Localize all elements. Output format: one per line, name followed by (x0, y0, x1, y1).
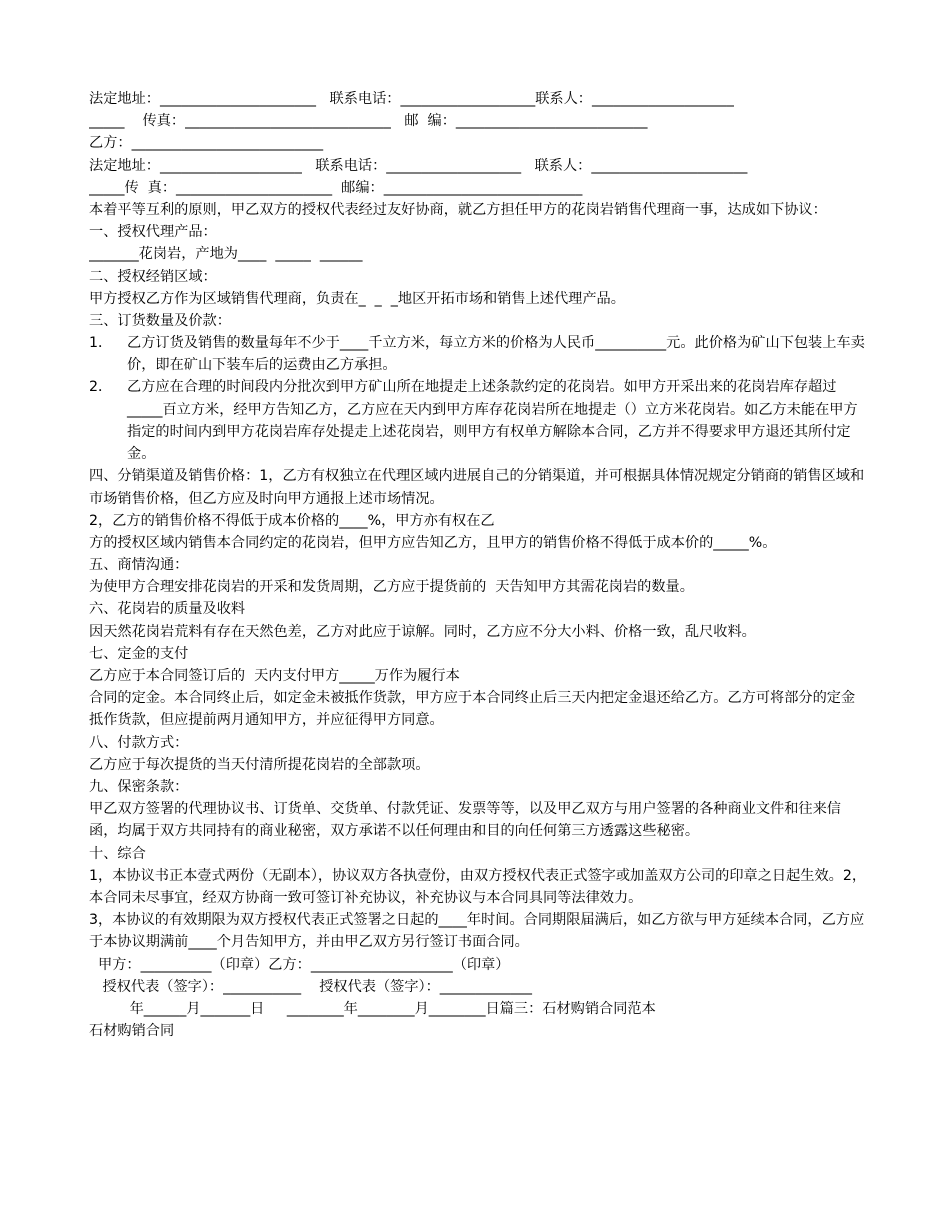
section-6-heading: 六、花岗岩的质量及收料 (89, 601, 246, 618)
jia-fax-line: _____ 传真：_____________________________ 邮 编：___________________________ (89, 113, 648, 130)
section-1-heading: 一、授权代理产品： (89, 224, 217, 241)
section-10-text-a: 1，本协议书正本壹式两份（无副本），协议双方各执壹份，由双方授权代表正式签字或加盖双方公司的印章之日起生效。2，本合同未尽事宜，经双方协商一致可签订补充协议，补充协议与本合同具同等法律效力。 (89, 867, 867, 906)
item-number: 2． (89, 379, 113, 396)
section-8-heading: 八、付款方式： (89, 734, 189, 751)
section-4-price-line: 2，乙方的销售价格不得低于成本价格的____%，甲方亦有权在乙 (89, 512, 495, 529)
section-9-text: 甲乙双方签署的代理协议书、订货单、交货单、付款凭证、发票等等，以及甲乙双方与用户签署的各种商业文件和往来信函，均属于双方共同持有的商业秘密，双方承诺不以任何理由和目的向任何第三方透露这些秘密。 (89, 801, 841, 840)
signature-party-line: 甲方：__________（印章）乙方：____________________（印章） (89, 956, 510, 973)
section-7-heading: 七、定金的支付 (89, 645, 189, 662)
yi-party-line: 乙方：___________________________ (89, 135, 324, 152)
section-5-heading: 五、商情沟通： (89, 557, 189, 574)
section-3-item-1 (89, 332, 869, 376)
section-2-text: 甲方授权乙方作为区域销售代理商，负责在_ _ _地区开拓市场和销售上述代理产品。 (89, 290, 625, 307)
jia-address-line: 法定地址：______________________ 联系电话：___________________联系人：____________________ (89, 91, 734, 107)
signature-rep-line: 授权代表（签字）：___________ 授权代表（签字）：_____________ (89, 978, 532, 995)
section-10-heading: 十、综合 (89, 845, 146, 862)
section-1-text: _______花岗岩，产地为____ _____ ______ (89, 246, 363, 263)
section-4-region-line: 方的授权区域内销售本合同约定的花岗岩，但甲方应告知乙方，且甲方的销售价格不得低于成本价的_____%。 (89, 534, 777, 551)
yi-address-line: 法定地址：____________________ 联系电话：___________________ 联系人：______________________ (89, 157, 748, 174)
section-3-item-2 (89, 376, 869, 465)
section-4-paragraph: 四、分销渠道及销售价格：1，乙方有权独立在代理区域内进展自己的分销渠道，并可根据具体情况规定分销商的销售区域和市场销售价格，但乙方应及时向甲方通报上述市场情况。 (89, 468, 865, 507)
contract-document (89, 88, 869, 1042)
section-5-text: 为使甲方合理安排花岗岩的开采和发货周期，乙方应于提货前的 天告知甲方其需花岗岩的数量。 (89, 579, 694, 596)
item-number: 1． (89, 335, 113, 352)
section-6-text: 因天然花岗岩荒料有存在天然色差，乙方对此应于谅解。同时，乙方应不分大小料、价格一致，乱尺收料。 (89, 623, 756, 640)
item-text: 乙方订货及销售的数量每年不少于____千立方米，每立方米的价格为人民币__________元。此价格为矿山下包装上车卖价，即在矿山下装车后的运费由乙方承担。 (127, 335, 865, 374)
signature-date-line: 年______月_______日 ________年________月________日篇三：石材购销合同范本 (89, 1000, 656, 1017)
yi-fax-line: _____传 真：______________________ 邮编：____________________________ (89, 179, 583, 196)
item-text: 乙方应在合理的时间段内分批次到甲方矿山所在地提走上述条款约定的花岗岩。如甲方开采出来的花岗岩库存超过_____百立方米，经甲方告知乙方，乙方应在天内到甲方库存花岗岩所在地提走（）立方米花岗岩。如乙方未能在甲方指定的时间内到甲方花岗岩库存处提走上述花岗岩，则甲方有权单方解除本合同，乙方并不得要求甲方退还其所付定金。 (127, 379, 858, 463)
section-10-text-b: 3，本协议的有效期限为双方授权代表正式签署之日起的____年时间。合同期限届满后，如乙方欲与甲方延续本合同，乙方应于本协议期满前____个月告知甲方，并由甲乙双方另行签订书面合同。 (89, 912, 865, 951)
section-9-heading: 九、保密条款： (89, 778, 189, 795)
section-7-text-b: 合同的定金。本合同终止后，如定金未被抵作货款，甲方应于本合同终止后三天内把定金退还给乙方。乙方可将部分的定金抵作货款，但应提前两月通知甲方，并应征得甲方同意。 (89, 690, 856, 729)
section-2-heading: 二、授权经销区域： (89, 268, 217, 285)
next-contract-title: 石材购销合同 (89, 1023, 175, 1040)
section-8-text: 乙方应于每次提货的当天付清所提花岗岩的全部款项。 (89, 756, 430, 773)
section-3-heading: 三、订货数量及价款： (89, 312, 231, 329)
preamble-paragraph: 本着平等互利的原则，甲乙双方的授权代表经过友好协商，就乙方担任甲方的花岗岩销售代理商一事，达成如下协议： (89, 201, 827, 218)
section-7-text-a: 乙方应于本合同签订后的 天内支付甲方_____万作为履行本 (89, 668, 460, 685)
